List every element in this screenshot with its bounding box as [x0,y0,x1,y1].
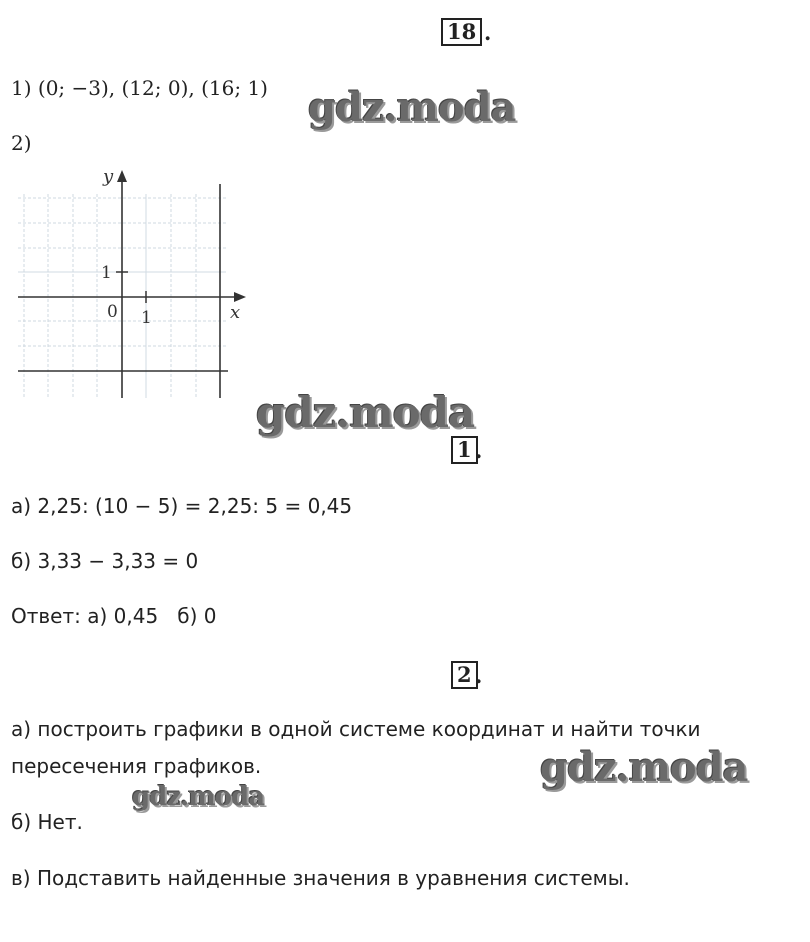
task-2-number: 2 [451,661,478,689]
x-axis-label: x [230,302,241,323]
task-1-answer: Ответ: а) 0,45 б) 0 [11,604,217,628]
coordinate-grid [10,166,250,406]
task-2-part-b: б) Нет. [11,810,83,834]
task-2-part-c: в) Подставить найденные значения в уравнения системы. [11,866,630,890]
task-2-part-a-line-2: пересечения графиков. [11,754,262,778]
origin-label: 0 [107,302,118,322]
x-axis-arrow [234,292,246,302]
watermark-4: gdz.moda [132,782,265,812]
watermark-1: gdz.moda [308,84,516,131]
task-18-part-2: 2) [11,131,32,155]
task-1-part-b: б) 3,33 − 3,33 = 0 [11,549,199,573]
task-18-dot: . [484,20,492,45]
y-axis-label: y [103,166,114,187]
task-2-dot: . [475,663,483,688]
watermark-3: gdz.moda [540,744,748,791]
task-2-part-a-line-1: а) построить графики в одной системе координат и найти точки [11,717,701,741]
task-18-number: 18 [441,18,482,46]
y-tick-label: 1 [101,263,112,283]
task-18-part-1: 1) (0; −3), (12; 0), (16; 1) [11,76,268,100]
task-1-dot: . [475,438,483,463]
task-1-number: 1 [451,436,478,464]
watermark-2: gdz.moda [256,388,475,437]
x-tick-label: 1 [141,308,152,328]
y-axis-arrow [117,170,127,182]
task-1-part-a: а) 2,25: (10 − 5) = 2,25: 5 = 0,45 [11,494,353,518]
